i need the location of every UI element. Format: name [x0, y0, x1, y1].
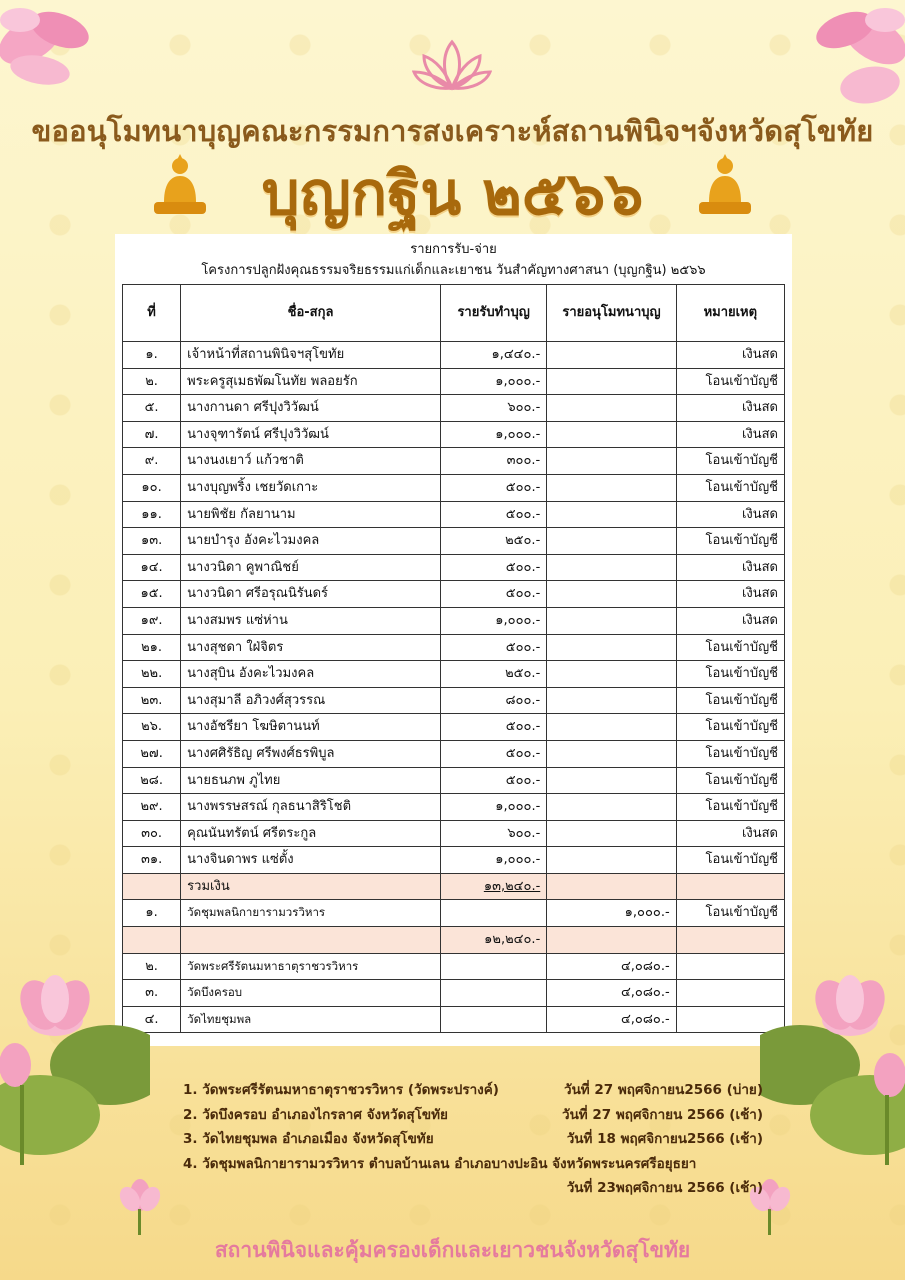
schedule-item: [183, 1103, 763, 1128]
cell-note: โอนเข้าบัญชี: [676, 368, 784, 395]
cell-donation: [547, 395, 676, 422]
cell-income: ๕๐๐.-: [440, 767, 546, 794]
table-row: [123, 448, 785, 475]
table-row: [123, 980, 785, 1007]
schedule-item: [183, 1078, 763, 1103]
cell-name: นางอัชรียา โฆษิตานนท์: [181, 714, 441, 741]
schedule-place: 4. วัดชุมพลนิกายารามวรวิหาร ตำบลบ้านเลน อำเภอบางปะอิน จังหวัดพระนครศรีอยุธยา: [183, 1155, 697, 1172]
buddha-icon: [695, 152, 755, 222]
cell-no: ๓.: [123, 980, 181, 1007]
cell-no: ๒๙.: [123, 794, 181, 821]
cell-name: นางจุฑารัตน์ ศรีปุงวิวัฒน์: [181, 421, 441, 448]
cell-no: ๑๓.: [123, 528, 181, 555]
table-row: [123, 421, 785, 448]
cell-income: ๑,๔๔๐.-: [440, 342, 546, 369]
cell-donation: [547, 421, 676, 448]
cell-no: ๓๐.: [123, 820, 181, 847]
cell-income: [440, 1006, 546, 1033]
cell-note: [676, 927, 784, 954]
column-header-income: รายรับทำบุญ: [440, 285, 546, 342]
total-row: [123, 873, 785, 900]
cell-no: ๒๓.: [123, 687, 181, 714]
cell-note: โอนเข้าบัญชี: [676, 474, 784, 501]
cell-income: ๕๐๐.-: [440, 634, 546, 661]
cell-donation: [547, 634, 676, 661]
cell-name: นางพรรษสรณ์ กุลธนาสิริโชติ: [181, 794, 441, 821]
cell-donation: [547, 687, 676, 714]
cell-income: ๑,๐๐๐.-: [440, 794, 546, 821]
table-row: [123, 661, 785, 688]
column-header-no: ที่: [123, 285, 181, 342]
table-row: [123, 342, 785, 369]
cell-no: ๑๑.: [123, 501, 181, 528]
cell-income: [440, 953, 546, 980]
cell-income: ๖๐๐.-: [440, 820, 546, 847]
cell-donation: [547, 661, 676, 688]
cell-name: วัดชุมพลนิกายารามวรวิหาร: [181, 900, 441, 927]
cell-note: โอนเข้าบัญชี: [676, 740, 784, 767]
cell-note: โอนเข้าบัญชี: [676, 847, 784, 874]
headline: ขออนุโมทนาบุญคณะกรรมการสงเคราะห์สถานพินิจฯจังหวัดสุโขทัย: [31, 114, 874, 148]
cell-note: เงินสด: [676, 554, 784, 581]
cell-no: ๒.: [123, 368, 181, 395]
table-row: [123, 581, 785, 608]
table-header-row: [123, 285, 785, 342]
cell-income: ๕๐๐.-: [440, 501, 546, 528]
cell-income: [440, 980, 546, 1007]
cell-donation: [547, 528, 676, 555]
cell-note: เงินสด: [676, 501, 784, 528]
cell-donation: ๑,๐๐๐.-: [547, 900, 676, 927]
cell-no: ๗.: [123, 421, 181, 448]
cell-no: ๑.: [123, 900, 181, 927]
footer-organization: สถานพินิจและคุ้มครองเด็กและเยาวชนจังหวัดสุโขทัย: [214, 1237, 691, 1262]
cell-donation: [547, 767, 676, 794]
cell-note: โอนเข้าบัญชี: [676, 661, 784, 688]
table-row: [123, 474, 785, 501]
cell-income: ๕๐๐.-: [440, 554, 546, 581]
cell-name: [181, 927, 441, 954]
cell-no: [123, 927, 181, 954]
cell-donation: [547, 342, 676, 369]
table-row: [123, 501, 785, 528]
cell-no: ๓๑.: [123, 847, 181, 874]
cell-donation: [547, 847, 676, 874]
table-row: [123, 634, 785, 661]
table-row: [123, 714, 785, 741]
schedule-date: วันที่ 18 พฤศจิกายน2566 (เช้า): [566, 1131, 763, 1147]
total-value: ๑๓,๒๔๐.-: [440, 873, 546, 900]
cell-donation: [547, 607, 676, 634]
cell-income: ๒๕๐.-: [440, 528, 546, 555]
cell-note: เงินสด: [676, 820, 784, 847]
schedule-item: [183, 1152, 763, 1177]
column-header-note: หมายเหตุ: [676, 285, 784, 342]
cell-no: ๙.: [123, 448, 181, 475]
cell-no: ๕.: [123, 395, 181, 422]
cell-income: ๕๐๐.-: [440, 581, 546, 608]
cell-name: นางสุมาลี อภิวงศ์สุวรรณ: [181, 687, 441, 714]
cell-name: นางบุญพริ้ง เชยวัดเกาะ: [181, 474, 441, 501]
cell-no: ๒๗.: [123, 740, 181, 767]
cell-donation: [547, 873, 676, 900]
page-title: บุญกฐิน ๒๕๖๖: [261, 159, 644, 229]
cell-income: ๖๐๐.-: [440, 395, 546, 422]
cell-name: คุณนันทรัตน์ ศรีตระกูล: [181, 820, 441, 847]
cell-income: ๘๐๐.-: [440, 687, 546, 714]
cell-donation: [547, 554, 676, 581]
cell-donation: [547, 474, 676, 501]
table-row: [123, 740, 785, 767]
table-row: [123, 847, 785, 874]
cell-no: ๑.: [123, 342, 181, 369]
cell-donation: [547, 820, 676, 847]
cell-note: โอนเข้าบัญชี: [676, 900, 784, 927]
cell-note: โอนเข้าบัญชี: [676, 687, 784, 714]
cell-income: ๑,๐๐๐.-: [440, 607, 546, 634]
cell-income: [440, 900, 546, 927]
cell-income: ๑,๐๐๐.-: [440, 368, 546, 395]
cell-donation: [547, 581, 676, 608]
cell-note: เงินสด: [676, 342, 784, 369]
cell-donation: [547, 794, 676, 821]
table-row: [123, 767, 785, 794]
table-row: [123, 953, 785, 980]
lotus-flower-bottom-left: [0, 975, 150, 1175]
lotus-flower-small: [110, 1175, 170, 1235]
lotus-flower-bottom-right: [760, 975, 905, 1175]
cell-income: ๕๐๐.-: [440, 740, 546, 767]
cell-name: นางสุชดา ใฝ่จิตร: [181, 634, 441, 661]
cell-name: นายบำรุง อังคะไวมงคล: [181, 528, 441, 555]
cell-no: ๔.: [123, 1006, 181, 1033]
cell-name: นายพิชัย กัลยานาม: [181, 501, 441, 528]
cell-name: พระครูสุเมธพัฒโนทัย พลอยรัก: [181, 368, 441, 395]
cell-name: วัดบึงครอบ: [181, 980, 441, 1007]
schedule-item: [183, 1176, 763, 1201]
total-label: รวมเงิน: [181, 873, 441, 900]
table-body: [123, 342, 785, 1033]
cell-note: เงินสด: [676, 607, 784, 634]
lotus-flower-top-left: [0, 0, 120, 120]
cell-no: ๒๑.: [123, 634, 181, 661]
cell-no: [123, 873, 181, 900]
schedule-date: วันที่ 23พฤศจิกายน 2566 (เช้า): [566, 1180, 763, 1196]
income-expense-table: [122, 284, 785, 1033]
cell-name: นางวนิดา คูพาณิชย์: [181, 554, 441, 581]
cell-note: [676, 873, 784, 900]
cell-note: โอนเข้าบัญชี: [676, 794, 784, 821]
cell-no: ๒๘.: [123, 767, 181, 794]
table-row: [123, 395, 785, 422]
cell-income: ๕๐๐.-: [440, 714, 546, 741]
column-header-name: ชื่อ-สกุล: [181, 285, 441, 342]
cell-no: ๑๐.: [123, 474, 181, 501]
schedule-item: [183, 1127, 763, 1152]
cell-note: เงินสด: [676, 581, 784, 608]
table-row: [123, 607, 785, 634]
lotus-outline-icon: [412, 38, 492, 94]
table-row: [123, 900, 785, 927]
cell-note: เงินสด: [676, 421, 784, 448]
report-title: รายการรับ-จ่าย: [410, 242, 497, 257]
schedule-date: วันที่ 27 พฤศจิกายน 2566 (เช้า): [561, 1106, 763, 1123]
cell-note: โอนเข้าบัญชี: [676, 528, 784, 555]
column-header-donation: รายอนุโมทนาบุญ: [547, 285, 676, 342]
table-row: [123, 1006, 785, 1033]
cell-no: ๑๙.: [123, 607, 181, 634]
cell-name: นางนงเยาว์ แก้วชาติ: [181, 448, 441, 475]
cell-name: นายธนภพ ภูไทย: [181, 767, 441, 794]
table-row: [123, 368, 785, 395]
table-row: [123, 687, 785, 714]
cell-no: ๒๖.: [123, 714, 181, 741]
cell-donation: [547, 368, 676, 395]
cell-no: ๑๕.: [123, 581, 181, 608]
cell-no: ๑๔.: [123, 554, 181, 581]
cell-name: นางสุบิน อังคะไวมงคล: [181, 661, 441, 688]
cell-name: นางศศิรัธิญ ศรีพงศ์ธรพิบูล: [181, 740, 441, 767]
balance-row: [123, 927, 785, 954]
cell-no: ๒.: [123, 953, 181, 980]
report-subtitle: โครงการปลูกฝังคุณธรรมจริยธรรมแก่เด็กและเยาชน วันสำคัญทางศาสนา (บุญกฐิน) ๒๕๖๖: [201, 263, 706, 278]
cell-name: นางวนิดา ศรีอรุณนิรันดร์: [181, 581, 441, 608]
kathin-schedule-list: [183, 1078, 763, 1201]
schedule-place: 3. วัดไทยชุมพล อำเภอเมือง จังหวัดสุโขทัย: [183, 1131, 434, 1147]
cell-donation: ๔,๐๘๐.-: [547, 980, 676, 1007]
cell-name: วัดพระศรีรัตนมหาธาตุราชวรวิหาร: [181, 953, 441, 980]
balance-value: ๑๒,๒๔๐.-: [440, 927, 546, 954]
cell-donation: [547, 927, 676, 954]
cell-no: ๒๒.: [123, 661, 181, 688]
table-row: [123, 820, 785, 847]
cell-name: วัดไทยชุมพล: [181, 1006, 441, 1033]
cell-income: ๓๐๐.-: [440, 448, 546, 475]
table-row: [123, 554, 785, 581]
cell-donation: ๔,๐๘๐.-: [547, 953, 676, 980]
schedule-place: 2. วัดบึงครอบ อำเภองไกรลาศ จังหวัดสุโขทัย: [183, 1106, 448, 1123]
cell-name: นางกานดา ศรีปุงวิวัฒน์: [181, 395, 441, 422]
cell-donation: [547, 740, 676, 767]
schedule-date: วันที่ 27 พฤศจิกายน2566 (บ่าย): [563, 1082, 763, 1098]
schedule-place: 1. วัดพระศรีรัตนมหาธาตุราชวรวิหาร (วัดพระปรางค์): [183, 1082, 499, 1098]
cell-income: ๕๐๐.-: [440, 474, 546, 501]
cell-donation: [547, 714, 676, 741]
cell-note: โอนเข้าบัญชี: [676, 448, 784, 475]
cell-note: โอนเข้าบัญชี: [676, 714, 784, 741]
cell-note: โอนเข้าบัญชี: [676, 634, 784, 661]
cell-income: ๒๕๐.-: [440, 661, 546, 688]
cell-income: ๑,๐๐๐.-: [440, 421, 546, 448]
cell-name: นางจินดาพร แซ่ตั้ง: [181, 847, 441, 874]
table-row: [123, 794, 785, 821]
cell-donation: [547, 448, 676, 475]
cell-donation: [547, 501, 676, 528]
cell-note: เงินสด: [676, 395, 784, 422]
cell-income: ๑,๐๐๐.-: [440, 847, 546, 874]
cell-note: โอนเข้าบัญชี: [676, 767, 784, 794]
cell-donation: ๔,๐๘๐.-: [547, 1006, 676, 1033]
table-row: [123, 528, 785, 555]
cell-name: นางสมพร แซ่ห่าน: [181, 607, 441, 634]
cell-name: เจ้าหน้าที่สถานพินิจฯสุโขทัย: [181, 342, 441, 369]
lotus-flower-top-right: [785, 0, 905, 120]
